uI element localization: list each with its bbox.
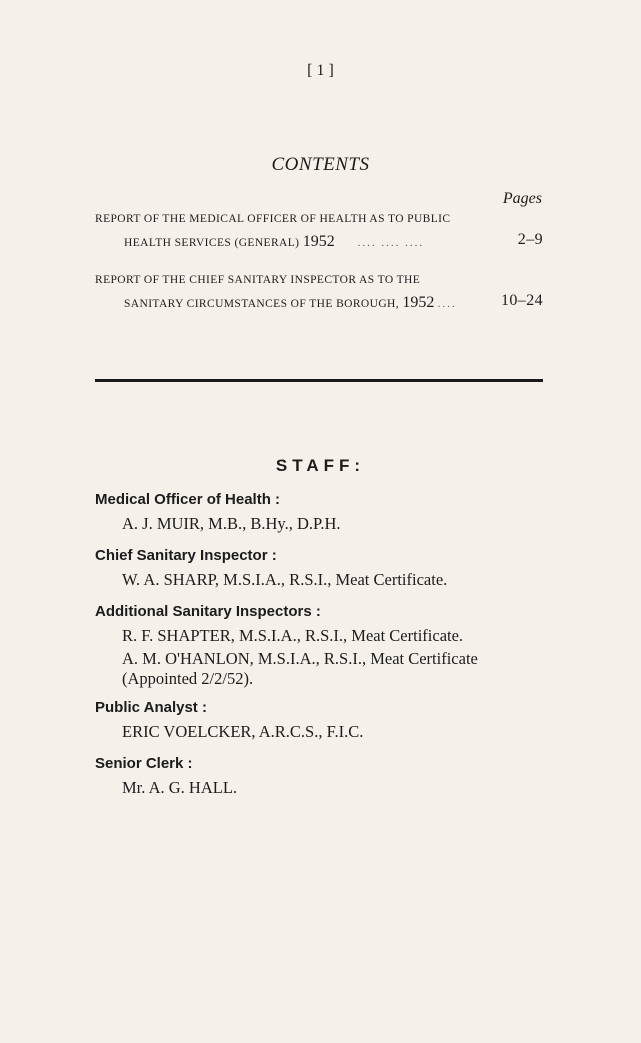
staff-role: Chief Sanitary Inspector : <box>95 547 277 564</box>
entry-title-continuation <box>95 294 543 314</box>
staff-person: A. M. O'HANLON, M.S.I.A., R.S.I., Meat Certificate <box>122 649 478 668</box>
staff-title: STAFF: <box>275 456 366 475</box>
staff-section <box>95 546 615 590</box>
entry-title-continuation <box>95 233 543 253</box>
staff-section <box>95 602 615 689</box>
staff-person-note: (Appointed 2/2/52). <box>122 669 254 688</box>
horizontal-divider <box>95 379 543 382</box>
contents-title: CONTENTS <box>271 154 370 175</box>
pages-column-heading: Pages <box>502 190 542 207</box>
page-number: [ 1 ] <box>307 62 334 79</box>
staff-role: Senior Clerk : <box>95 755 193 772</box>
entry-title-text: HEALTH SERVICES (GENERAL) <box>124 237 300 249</box>
contents-entry <box>95 212 543 253</box>
staff-person: W. A. SHARP, M.S.I.A., R.S.I., Meat Certificate. <box>122 570 448 589</box>
staff-section <box>95 754 615 798</box>
staff-person: Mr. A. G. HALL. <box>122 778 238 797</box>
entry-title-line: REPORT OF THE CHIEF SANITARY INSPECTOR AS TO THE <box>95 274 421 286</box>
staff-section <box>95 698 615 742</box>
staff-person: ERIC VOELCKER, A.R.C.S., F.I.C. <box>122 722 364 741</box>
entry-title-text: SANITARY CIRCUMSTANCES OF THE BOROUGH, <box>124 298 400 310</box>
staff-role: Medical Officer of Health : <box>95 491 281 508</box>
staff-person: R. F. SHAPTER, M.S.I.A., R.S.I., Meat Certificate. <box>122 626 464 645</box>
entry-page-range: 10–24 <box>501 292 543 309</box>
staff-section <box>95 490 615 534</box>
contents-entry <box>95 273 543 314</box>
entry-title-line: REPORT OF THE MEDICAL OFFICER OF HEALTH AS TO PUBLIC <box>95 213 451 225</box>
leader-dots: .... <box>437 298 457 310</box>
staff-person: A. J. MUIR, M.B., B.Hy., D.P.H. <box>122 514 341 533</box>
entry-year: 1952 <box>302 233 335 250</box>
staff-role: Public Analyst : <box>95 699 207 716</box>
entry-year: 1952 <box>402 294 435 311</box>
leader-dots: .... .... .... <box>357 237 425 249</box>
entry-page-range: 2–9 <box>517 231 543 248</box>
staff-role: Additional Sanitary Inspectors : <box>95 603 321 620</box>
